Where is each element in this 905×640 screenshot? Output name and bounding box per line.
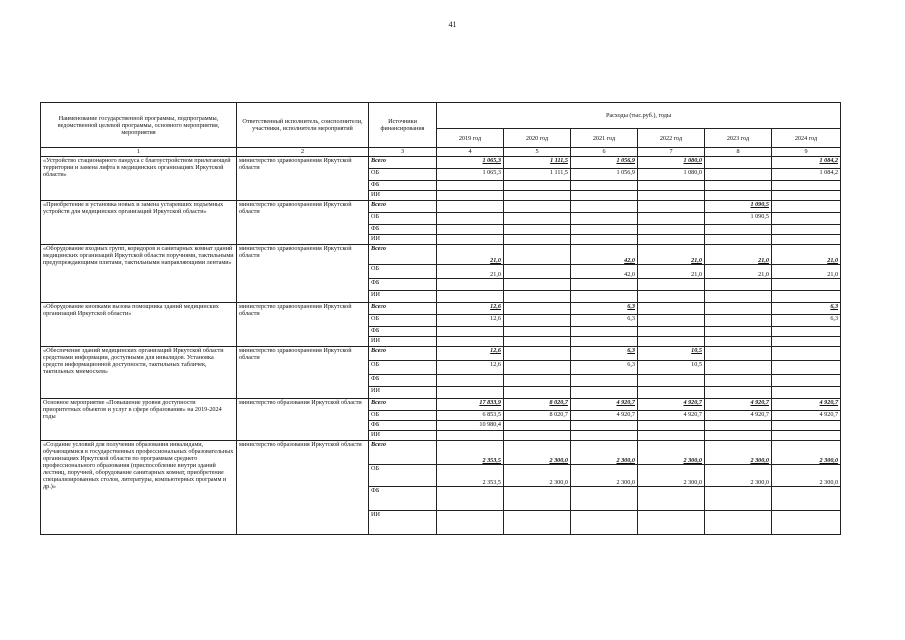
amount-cell: [504, 225, 571, 235]
funding-source-cell: ФБ: [369, 487, 437, 511]
amount-cell: 42,0: [571, 265, 638, 279]
amount-cell: 4 920,7: [638, 411, 705, 421]
funding-source-cell: ФБ: [369, 375, 437, 387]
program-name-cell: «Создание условий для получения образования инвалидами, обучающимися в государственных профессиональных образовательных организациях Иркутской области по программам среднего профессионального образования (приспособление внутри зданий лестниц, поручней, оборудование санитарных комнат, приобретение специализированных столов, литературы, компьютерных программ и др.)»: [41, 441, 237, 535]
amount-cell: 1 056,9: [571, 169, 638, 181]
amount-cell: [504, 181, 571, 191]
amount-cell: [437, 375, 504, 387]
amount-cell: [437, 291, 504, 303]
column-number: 5: [504, 148, 571, 157]
amount-cell: 2 353,5: [437, 441, 504, 465]
amount-cell: [705, 327, 772, 337]
amount-cell: 1 080,0: [638, 169, 705, 181]
amount-cell: [638, 291, 705, 303]
amount-cell: 12,6: [437, 303, 504, 315]
amount-cell: [772, 511, 841, 535]
executor-cell: министерство образования Иркутской области: [237, 441, 369, 535]
amount-cell: [705, 347, 772, 361]
amount-cell: 1 084,2: [772, 157, 841, 169]
column-number: 7: [638, 148, 705, 157]
amount-cell: 12,6: [437, 315, 504, 327]
amount-cell: [705, 387, 772, 399]
program-name-cell: «Устройство стационарного пандуса с благоустройством прилегающей территории и замена лифта в медицинских организациях Иркутской области»: [41, 157, 237, 201]
funding-source-cell: Всего: [369, 347, 437, 361]
amount-cell: [504, 511, 571, 535]
amount-cell: 10,5: [638, 361, 705, 375]
table-row: [41, 347, 841, 361]
funding-source-cell: ОБ: [369, 213, 437, 225]
amount-cell: [571, 327, 638, 337]
amount-cell: [571, 431, 638, 441]
amount-cell: [705, 315, 772, 327]
program-name-cell: «Оборудование кнопками вызова помощника зданий медицинских организаций Иркутской области»: [41, 303, 237, 347]
header-year: 2022 год: [638, 129, 705, 148]
amount-cell: [437, 201, 504, 213]
amount-cell: [705, 337, 772, 347]
amount-cell: 21,0: [772, 245, 841, 265]
funding-source-cell: ИИ: [369, 337, 437, 347]
amount-cell: [705, 225, 772, 235]
amount-cell: [504, 431, 571, 441]
funding-source-cell: ИИ: [369, 511, 437, 535]
amount-cell: [638, 235, 705, 245]
amount-cell: [504, 315, 571, 327]
amount-cell: [571, 191, 638, 201]
amount-cell: 10,5: [638, 347, 705, 361]
header-year: 2021 год: [571, 129, 638, 148]
funding-source-cell: ОБ: [369, 361, 437, 375]
executor-cell: министерство здравоохранения Иркутской области: [237, 201, 369, 245]
amount-cell: 21,0: [638, 245, 705, 265]
amount-cell: 42,0: [571, 245, 638, 265]
funding-source-cell: Всего: [369, 441, 437, 465]
amount-cell: 21,0: [705, 265, 772, 279]
executor-cell: министерство образования Иркутской области: [237, 399, 369, 441]
amount-cell: [638, 387, 705, 399]
amount-cell: [504, 487, 571, 511]
amount-cell: [504, 327, 571, 337]
amount-cell: [437, 191, 504, 201]
amount-cell: 21,0: [705, 245, 772, 265]
amount-cell: [504, 361, 571, 375]
column-number: 6: [571, 148, 638, 157]
amount-cell: [772, 279, 841, 291]
amount-cell: 1 111,5: [504, 169, 571, 181]
amount-cell: [437, 387, 504, 399]
amount-cell: [437, 181, 504, 191]
amount-cell: [571, 291, 638, 303]
header-expenses: Расходы (тыс.руб.), годы: [437, 103, 841, 129]
header-year: 2023 год: [705, 129, 772, 148]
amount-cell: [504, 375, 571, 387]
amount-cell: 2 300,0: [638, 465, 705, 487]
amount-cell: [772, 213, 841, 225]
amount-cell: [504, 421, 571, 431]
amount-cell: 1 065,3: [437, 157, 504, 169]
funding-source-cell: Всего: [369, 157, 437, 169]
amount-cell: [705, 431, 772, 441]
amount-cell: 4 920,7: [571, 399, 638, 411]
amount-cell: 12,6: [437, 361, 504, 375]
amount-cell: [705, 375, 772, 387]
amount-cell: [571, 511, 638, 535]
amount-cell: [437, 337, 504, 347]
amount-cell: 2 300,0: [571, 441, 638, 465]
amount-cell: [437, 431, 504, 441]
funding-source-cell: ОБ: [369, 411, 437, 421]
budget-table-body: [41, 157, 841, 535]
amount-cell: [772, 387, 841, 399]
amount-cell: 2 300,0: [638, 441, 705, 465]
executor-cell: министерство здравоохранения Иркутской области: [237, 347, 369, 399]
amount-cell: 4 920,7: [571, 411, 638, 421]
funding-source-cell: ИИ: [369, 191, 437, 201]
amount-cell: [571, 337, 638, 347]
amount-cell: [638, 375, 705, 387]
amount-cell: [705, 291, 772, 303]
amount-cell: 4 920,7: [772, 411, 841, 421]
amount-cell: [504, 279, 571, 291]
amount-cell: [772, 225, 841, 235]
amount-cell: [638, 279, 705, 291]
amount-cell: [705, 511, 772, 535]
amount-cell: 2 300,0: [772, 465, 841, 487]
amount-cell: [437, 511, 504, 535]
amount-cell: [705, 181, 772, 191]
funding-source-cell: ИИ: [369, 291, 437, 303]
amount-cell: [504, 347, 571, 361]
page-number: 41: [448, 20, 457, 29]
column-number: 3: [369, 148, 437, 157]
amount-cell: [571, 387, 638, 399]
amount-cell: [571, 225, 638, 235]
amount-cell: [638, 225, 705, 235]
amount-cell: 2 353,5: [437, 465, 504, 487]
table-row: [41, 157, 841, 169]
amount-cell: [772, 235, 841, 245]
amount-cell: [638, 511, 705, 535]
funding-source-cell: ОБ: [369, 265, 437, 279]
funding-source-cell: ОБ: [369, 465, 437, 487]
amount-cell: 21,0: [638, 265, 705, 279]
column-number: 8: [705, 148, 772, 157]
amount-cell: [638, 337, 705, 347]
funding-source-cell: Всего: [369, 245, 437, 265]
table-row: [41, 245, 841, 265]
amount-cell: [504, 191, 571, 201]
amount-cell: 6,3: [772, 303, 841, 315]
amount-cell: 2 300,0: [571, 465, 638, 487]
amount-cell: 1 056,9: [571, 157, 638, 169]
column-number: 4: [437, 148, 504, 157]
amount-cell: 21,0: [437, 245, 504, 265]
amount-cell: [705, 303, 772, 315]
amount-cell: [504, 291, 571, 303]
funding-source-cell: ОБ: [369, 169, 437, 181]
column-number: 9: [772, 148, 841, 157]
amount-cell: [437, 225, 504, 235]
header-year: 2024 год: [772, 129, 841, 148]
amount-cell: 6,3: [571, 347, 638, 361]
amount-cell: [504, 213, 571, 225]
executor-cell: министерство здравоохранения Иркутской области: [237, 303, 369, 347]
amount-cell: 2 300,0: [504, 465, 571, 487]
header-year: 2019 год: [437, 129, 504, 148]
table-row: [41, 441, 841, 465]
amount-cell: [437, 235, 504, 245]
amount-cell: [638, 191, 705, 201]
header-year: 2020 год: [504, 129, 571, 148]
amount-cell: 8 020,7: [504, 399, 571, 411]
amount-cell: [504, 265, 571, 279]
amount-cell: [437, 279, 504, 291]
amount-cell: [437, 213, 504, 225]
amount-cell: [772, 337, 841, 347]
funding-source-cell: ФБ: [369, 181, 437, 191]
amount-cell: [638, 181, 705, 191]
amount-cell: [772, 487, 841, 511]
amount-cell: [571, 375, 638, 387]
amount-cell: [772, 327, 841, 337]
amount-cell: [571, 213, 638, 225]
amount-cell: [772, 361, 841, 375]
amount-cell: [705, 235, 772, 245]
amount-cell: [705, 191, 772, 201]
table-row: [41, 201, 841, 213]
amount-cell: [504, 201, 571, 213]
program-name-cell: «Обеспечение зданий медицинских организаций Иркутской области средствами информации, доступными для инвалидов. Установка средств информационной доступности, тактильных табличек, тактильных мнемосхем»: [41, 347, 237, 399]
amount-cell: 6,3: [571, 303, 638, 315]
amount-cell: 1 111,5: [504, 157, 571, 169]
amount-cell: 4 920,7: [705, 411, 772, 421]
amount-cell: 6,3: [772, 315, 841, 327]
funding-source-cell: ИИ: [369, 431, 437, 441]
amount-cell: 4 920,7: [705, 399, 772, 411]
amount-cell: [705, 279, 772, 291]
amount-cell: [638, 303, 705, 315]
amount-cell: 2 300,0: [705, 465, 772, 487]
amount-cell: [772, 421, 841, 431]
funding-source-cell: ФБ: [369, 279, 437, 291]
amount-cell: [504, 387, 571, 399]
table-row: [41, 399, 841, 411]
funding-source-cell: ИИ: [369, 235, 437, 245]
funding-source-cell: ФБ: [369, 421, 437, 431]
program-name-cell: «Приобретение и установка новых и замена устаревших подъемных устройств для медицинских организаций Иркутской области»: [41, 201, 237, 245]
amount-cell: [437, 327, 504, 337]
program-name-cell: «Оборудование входных групп, коридоров и санитарных комнат зданий медицинских организаций Иркутской области поручнями, тактильными предупреждающими плитами, тактильными направляющими лентами»: [41, 245, 237, 303]
executor-cell: министерство здравоохранения Иркутской области: [237, 157, 369, 201]
amount-cell: 21,0: [772, 265, 841, 279]
amount-cell: 2 300,0: [504, 441, 571, 465]
amount-cell: [638, 431, 705, 441]
amount-cell: [638, 201, 705, 213]
amount-cell: 1 084,2: [772, 169, 841, 181]
table-row: [41, 303, 841, 315]
amount-cell: [705, 421, 772, 431]
amount-cell: 2 300,0: [772, 441, 841, 465]
amount-cell: [504, 337, 571, 347]
column-number: 1: [41, 148, 237, 157]
amount-cell: [571, 181, 638, 191]
amount-cell: 21,0: [437, 265, 504, 279]
amount-cell: [705, 487, 772, 511]
amount-cell: [571, 487, 638, 511]
amount-cell: 2 300,0: [705, 441, 772, 465]
amount-cell: [437, 487, 504, 511]
header-funding-source: Источники финансирования: [369, 103, 437, 148]
amount-cell: 1 090,5: [705, 201, 772, 213]
amount-cell: [772, 375, 841, 387]
amount-cell: [705, 361, 772, 375]
amount-cell: 1 090,5: [705, 213, 772, 225]
amount-cell: 10 980,4: [437, 421, 504, 431]
amount-cell: [772, 201, 841, 213]
amount-cell: 1 065,3: [437, 169, 504, 181]
funding-source-cell: ОБ: [369, 315, 437, 327]
amount-cell: 6,3: [571, 361, 638, 375]
budget-table: [40, 102, 841, 535]
amount-cell: 12,6: [437, 347, 504, 361]
funding-source-cell: ФБ: [369, 327, 437, 337]
amount-cell: [638, 487, 705, 511]
amount-cell: 17 833,9: [437, 399, 504, 411]
executor-cell: министерство здравоохранения Иркутской области: [237, 245, 369, 303]
header-executor: Ответственный исполнитель, соисполнители, участники, исполнители мероприятий: [237, 103, 369, 148]
funding-source-cell: Всего: [369, 303, 437, 315]
funding-source-cell: Всего: [369, 399, 437, 411]
amount-cell: [504, 303, 571, 315]
amount-cell: 8 020,7: [504, 411, 571, 421]
amount-cell: 4 920,7: [638, 399, 705, 411]
header-program-name: Наименование государственной программы, подпрограммы, ведомственной целевой программы, основного мероприятия, мероприятия: [41, 103, 237, 148]
amount-cell: [705, 157, 772, 169]
column-number: 2: [237, 148, 369, 157]
funding-source-cell: Всего: [369, 201, 437, 213]
amount-cell: [772, 431, 841, 441]
amount-cell: 6,3: [571, 315, 638, 327]
amount-cell: 4 920,7: [772, 399, 841, 411]
funding-source-cell: ИИ: [369, 387, 437, 399]
amount-cell: [571, 421, 638, 431]
amount-cell: [772, 347, 841, 361]
amount-cell: [571, 279, 638, 291]
amount-cell: [638, 327, 705, 337]
amount-cell: [571, 235, 638, 245]
amount-cell: [504, 245, 571, 265]
amount-cell: 6 853,5: [437, 411, 504, 421]
amount-cell: [638, 421, 705, 431]
amount-cell: [571, 201, 638, 213]
program-name-cell: Основное мероприятие «Повышение уровня доступности приоритетных объектов и услуг в сфере образования» на 2019-2024 годы: [41, 399, 237, 441]
amount-cell: [772, 181, 841, 191]
amount-cell: [772, 191, 841, 201]
amount-cell: [504, 235, 571, 245]
amount-cell: [772, 291, 841, 303]
amount-cell: [638, 213, 705, 225]
amount-cell: 1 080,0: [638, 157, 705, 169]
funding-source-cell: ФБ: [369, 225, 437, 235]
amount-cell: [705, 169, 772, 181]
amount-cell: [638, 315, 705, 327]
